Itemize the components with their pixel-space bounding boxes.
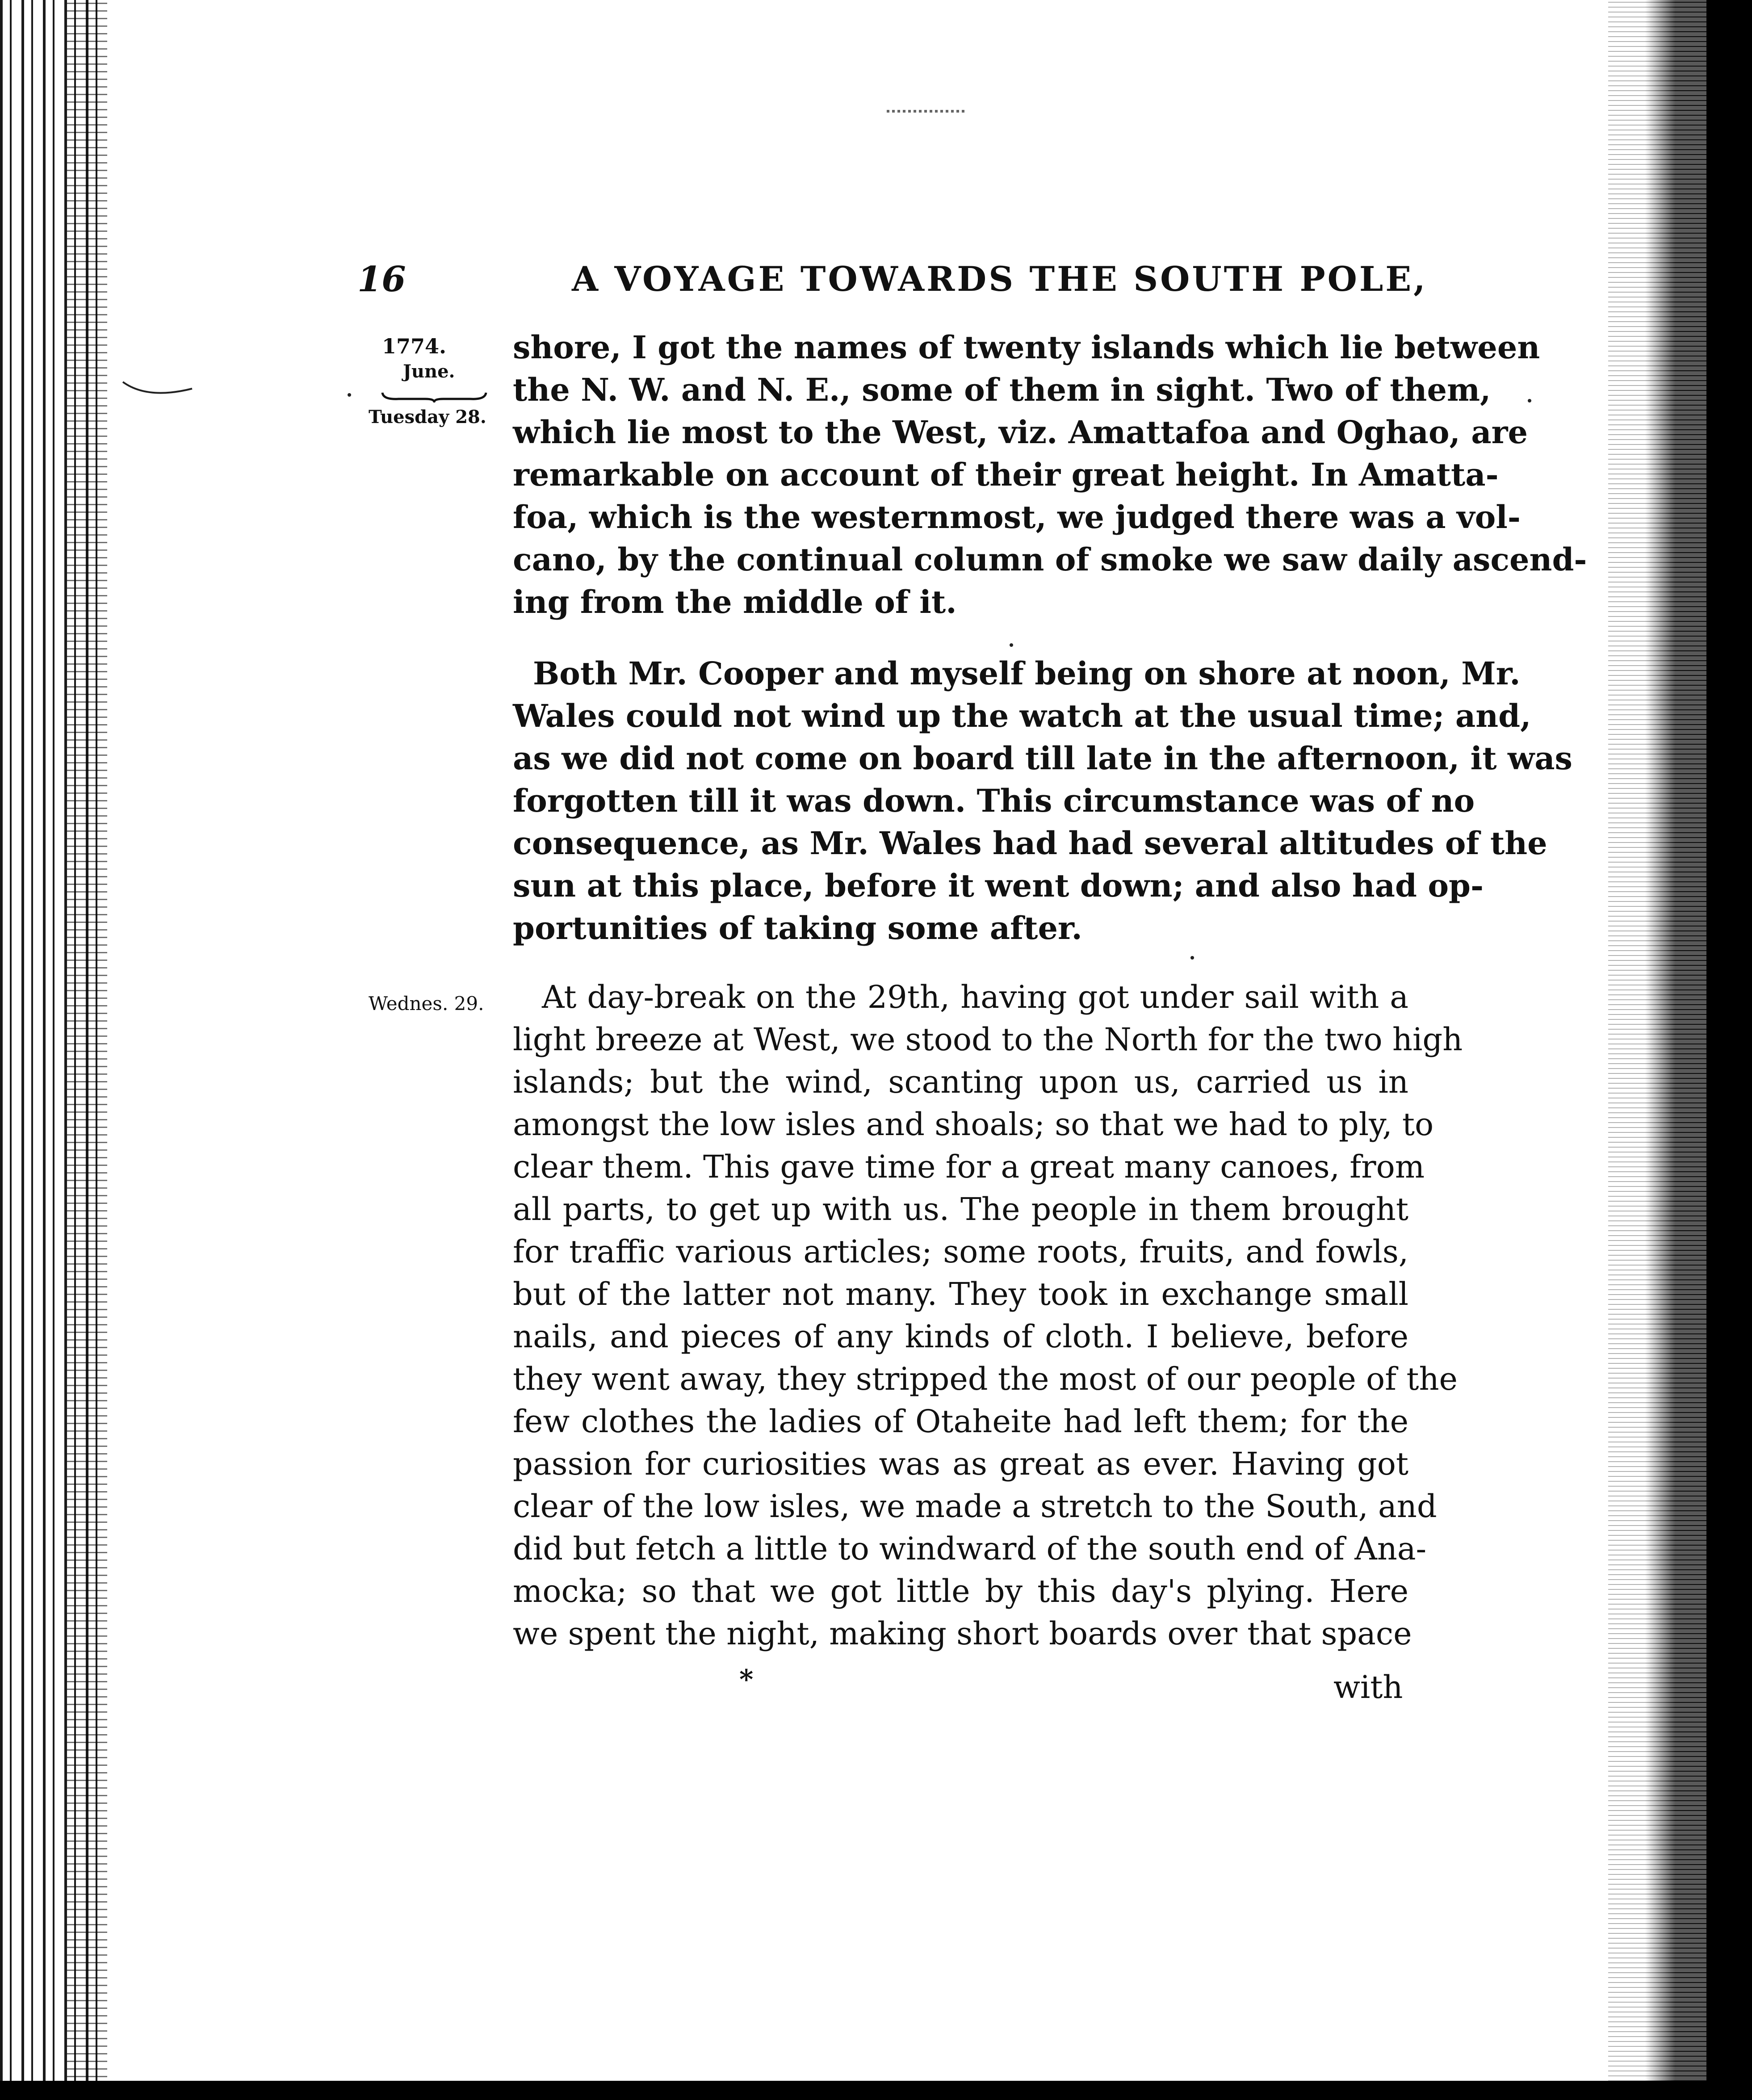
margin-month: June.	[403, 361, 455, 382]
margin-date-tuesday: Tuesday 28.	[369, 407, 486, 428]
text-line: clear them. This gave time for a great many canoes, from	[513, 1149, 1425, 1185]
text-line: At day-break on the 29th, having got under sail with a	[542, 979, 1408, 1015]
margin-brace	[381, 391, 488, 402]
paragraph-1	[513, 326, 1587, 623]
margin-curl-mark	[121, 380, 197, 398]
text-line: forgotten till it was down. This circumstance was of no	[513, 782, 1475, 819]
text-line: all parts, to get up with us. The people in them brought	[513, 1191, 1408, 1228]
scan-right-edge-texture	[1608, 0, 1706, 2100]
paragraph-3	[513, 976, 1463, 1655]
text-line: cano, by the continual column of smoke we saw daily ascend-	[513, 541, 1587, 578]
text-line: sun at this place, before it went down; and also had op-	[513, 867, 1484, 904]
text-line: for traffic various articles; some roots, fruits, and fowls,	[513, 1233, 1408, 1270]
scan-dot-mark	[887, 110, 967, 113]
scan-speck	[348, 393, 351, 397]
text-line: as we did not come on board till late in the afternoon, it was	[513, 740, 1572, 777]
text-line: which lie most to the West, viz. Amattafoa and Oghao, are	[513, 414, 1528, 451]
text-line: did but fetch a little to windward of the south end of Ana-	[513, 1530, 1427, 1567]
text-line: the N. W. and N. E., some of them in sight. Two of them,	[513, 371, 1491, 408]
catchword: with	[1333, 1669, 1403, 1706]
text-line: foa, which is the westernmost, we judged there was a vol-	[513, 499, 1521, 536]
paragraph-2	[513, 652, 1572, 949]
text-line: Wales could not wind up the watch at the usual time; and,	[513, 697, 1531, 734]
text-line: consequence, as Mr. Wales had had several altitudes of the	[513, 825, 1547, 862]
text-line: light breeze at West, we stood to the North for the two high	[513, 1021, 1463, 1058]
scan-speck	[1010, 643, 1013, 647]
scan-left-edge-shadow	[67, 0, 107, 2100]
text-line: but of the latter not many. They took in exchange small	[513, 1276, 1408, 1312]
scan-speck	[1190, 956, 1194, 960]
text-line: remarkable on account of their great height. In Amatta-	[513, 456, 1499, 493]
page-number: 16	[357, 259, 406, 300]
scan-speck	[1528, 399, 1531, 402]
page-header	[357, 259, 1428, 308]
text-line: shore, I got the names of twenty islands which lie between	[513, 329, 1540, 366]
text-line: amongst the low isles and shoals; so that we had to ply, to	[513, 1106, 1434, 1143]
text-line: passion for curiosities was as great as ever. Having got	[513, 1446, 1408, 1482]
scan-bottom-edge	[0, 2081, 1752, 2100]
signature-mark: *	[739, 1664, 754, 1695]
margin-year: 1774.	[382, 334, 447, 358]
text-line: they went away, they stripped the most of our people of the	[513, 1361, 1458, 1397]
margin-date-wednesday: Wednes. 29.	[369, 993, 484, 1014]
text-line: islands; but the wind, scanting upon us, carried us in	[513, 1064, 1408, 1100]
text-line: mocka; so that we got little by this day's plying. Here	[513, 1573, 1408, 1610]
text-line: we spent the night, making short boards over that space	[513, 1615, 1412, 1652]
text-line: portunities of taking some after.	[513, 910, 1082, 947]
running-head: A VOYAGE TOWARDS THE SOUTH POLE,	[572, 259, 1428, 299]
text-line: few clothes the ladies of Otaheite had left them; for the	[513, 1403, 1408, 1440]
text-line: nails, and pieces of any kinds of cloth. I believe, before	[513, 1318, 1408, 1355]
text-line: ing from the middle of it.	[513, 583, 957, 620]
text-line: clear of the low isles, we made a stretch to the South, and	[513, 1488, 1437, 1525]
text-line: Both Mr. Cooper and myself being on shore at noon, Mr.	[533, 655, 1521, 692]
